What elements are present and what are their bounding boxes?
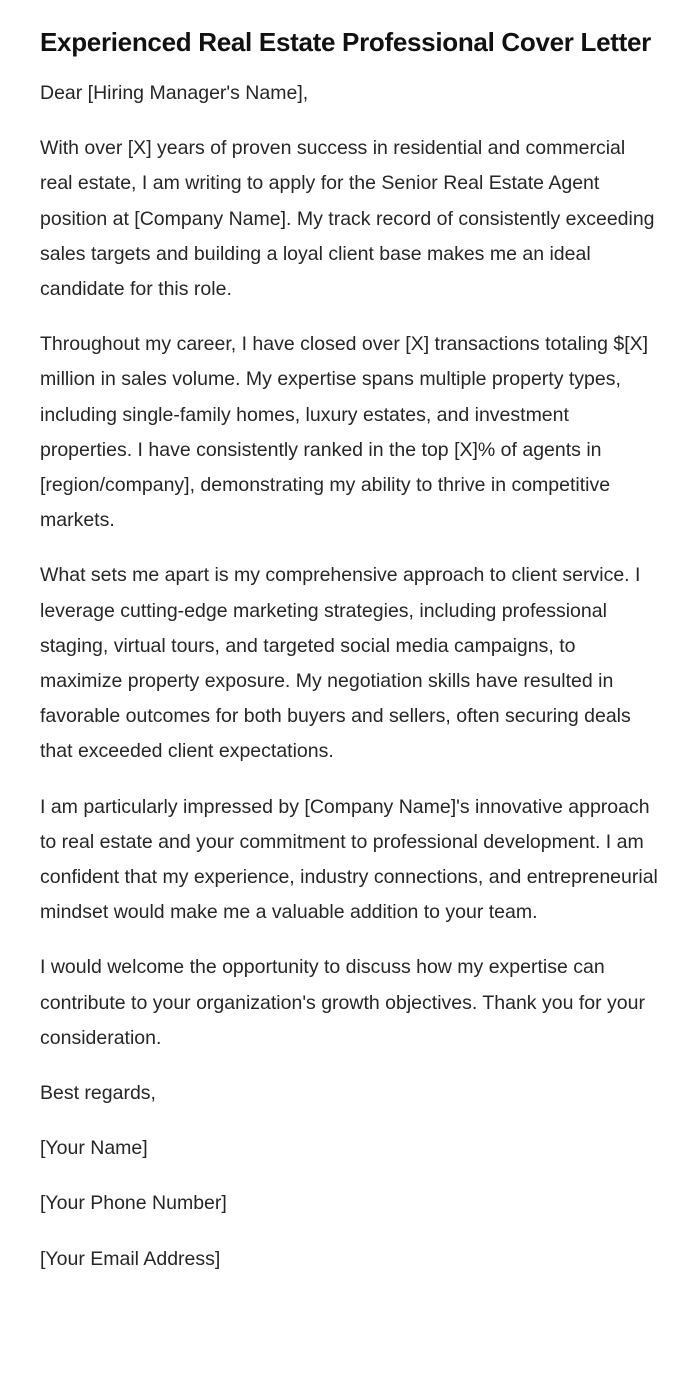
body-paragraph-4: I am particularly impressed by [Company Name]'s innovative approach to real estate and your commitment to professional development. I am confident that my experience, industry connections, and entrepreneurial mindset would make me a valuable addition to your team. — [40, 795, 658, 924]
body-paragraph-5: I would welcome the opportunity to discuss how my expertise can contribute to your organization's growth objectives. Thank you for your consideration. — [40, 956, 645, 1049]
body-paragraph-3: What sets me apart is my comprehensive approach to client service. I leverage cutting-edge marketing strategies, including professional staging, virtual tours, and targeted social media campaigns, to maximize property exposure. My negotiation skills have resulted in favorable outcomes for both buyers and sellers, often securing deals that exceeded client expectations. — [40, 564, 641, 763]
salutation: Dear [Hiring Manager's Name], — [40, 82, 309, 104]
signature-phone: [Your Phone Number] — [40, 1192, 227, 1215]
body-paragraph-1: With over [X] years of proven success in residential and commercial real estate, I am writing to apply for the Senior Real Estate Agent position at [Company Name]. My track record of consistently exceeding sales targets and building a loyal client base makes me an ideal candidate for this role. — [40, 137, 655, 301]
signature-name: [Your Name] — [40, 1137, 148, 1160]
closing: Best regards, — [40, 1082, 156, 1105]
body-paragraph-2: Throughout my career, I have closed over [X] transactions totaling $[X] million in sales volume. My expertise spans multiple property types, including single-family homes, luxury estates, and investment properties. I have consistently ranked in the top [X]% of agents in [region/company], demonstrating my ability to thrive in competitive markets. — [40, 333, 649, 532]
page-title: Experienced Real Estate Professional Cover Letter — [40, 27, 651, 57]
signature-email: [Your Email Address] — [40, 1247, 221, 1270]
